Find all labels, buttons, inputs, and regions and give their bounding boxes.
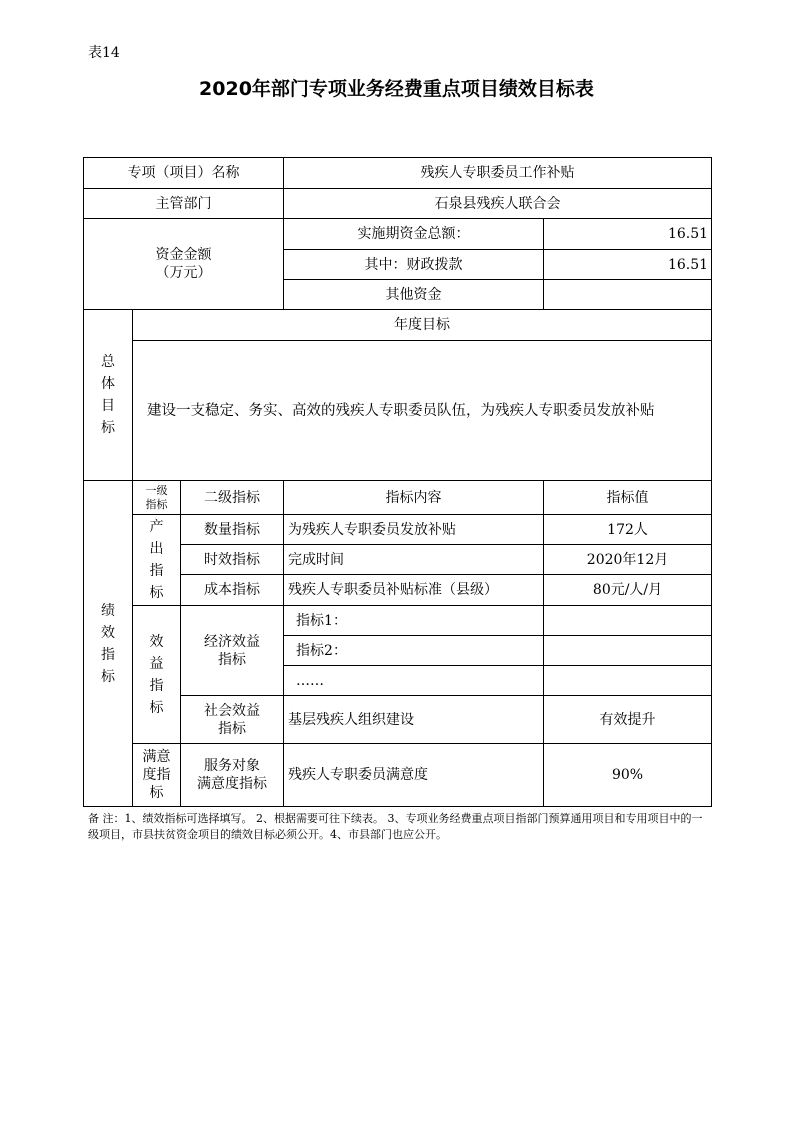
economic-indicator-2: 指标2：: [284, 636, 544, 666]
table-row: [84, 515, 712, 545]
social-indicator-content: 基层残疾人组织建设: [284, 696, 544, 744]
economic-indicator-more: ……: [284, 666, 544, 696]
funds-other-value: [544, 280, 712, 310]
perf-header-row: [84, 481, 712, 515]
dept-label: 主管部门: [84, 189, 284, 219]
dept-row: [84, 189, 712, 219]
level2-header: 二级指标: [181, 481, 284, 515]
funds-fiscal-value: 16.51: [544, 250, 712, 280]
social-indicator-name: 社会效益 指标: [181, 696, 284, 744]
funds-total-label: 实施期资金总额：: [284, 219, 544, 250]
timeliness-indicator-content: 完成时间: [284, 545, 544, 575]
cost-indicator-content: 残疾人专职委员补贴标准（县级）: [284, 575, 544, 606]
overall-content: 建设一支稳定、务实、高效的残疾人专职委员队伍，为残疾人专职委员发放补贴: [133, 341, 712, 481]
table-row: [84, 606, 712, 636]
economic-indicator-more-value: [544, 666, 712, 696]
satisfaction-indicator-name: 服务对象 满意度指标: [181, 744, 284, 807]
economic-indicator-1-value: [544, 606, 712, 636]
timeliness-indicator-name: 时效指标: [181, 545, 284, 575]
economic-indicator-name: 经济效益 指标: [181, 606, 284, 696]
overall-content-row: [84, 341, 712, 481]
timeliness-indicator-value: 2020年12月: [544, 545, 712, 575]
funds-total-value: 16.51: [544, 219, 712, 250]
output-label: 产 出 指 标: [133, 515, 181, 606]
satisfaction-indicator-value: 90%: [544, 744, 712, 807]
funds-label-line2: （万元）: [155, 265, 212, 281]
overall-header-row: [84, 310, 712, 341]
project-row: [84, 158, 712, 189]
funds-fiscal-label: 其中：财政拨款: [284, 250, 544, 280]
funds-row: [84, 219, 712, 250]
performance-table: [83, 157, 711, 809]
cost-indicator-name: 成本指标: [181, 575, 284, 606]
quantity-indicator-content: 为残疾人专职委员发放补贴: [284, 515, 544, 545]
quantity-indicator-value: 172人: [544, 515, 712, 545]
overall-header: 年度目标: [133, 310, 712, 341]
footnote: 备 注：1、绩效指标可选择填写。 2、根据需要可往下续表。 3、专项业务经费重点项目指部门预算通用项目和专用项目中的一级项目，市县扶贫资金项目的绩效目标必须公开。4、市县部门也应公开。: [88, 812, 703, 841]
cost-indicator-value: 80元/人/月: [544, 575, 712, 606]
overall-side-label: 总 体 目 标: [84, 310, 133, 481]
perf-side-label: 绩 效 指 标: [84, 481, 133, 807]
economic-indicator-2-value: [544, 636, 712, 666]
funds-label-line1: 资金金额: [155, 247, 212, 263]
project-value: 残疾人专职委员工作补贴: [284, 158, 712, 189]
social-indicator-value: 有效提升: [544, 696, 712, 744]
benefit-label: 效 益 指 标: [133, 606, 181, 744]
value-header: 指标值: [544, 481, 712, 515]
level1-header: 一级 指标: [133, 481, 181, 515]
project-label: 专项（项目）名称: [84, 158, 284, 189]
satisfaction-indicator-content: 残疾人专职委员满意度: [284, 744, 544, 807]
funds-other-label: 其他资金: [284, 280, 544, 310]
page-title: 2020年部门专项业务经费重点项目绩效目标表: [199, 78, 594, 100]
economic-indicator-1: 指标1：: [284, 606, 544, 636]
content-header: 指标内容: [284, 481, 544, 515]
funds-label: [84, 219, 284, 310]
table-row: [84, 744, 712, 807]
satisfaction-label: 满意 度指 标: [133, 744, 181, 807]
dept-value: 石泉县残疾人联合会: [284, 189, 712, 219]
table-number: 表14: [88, 45, 120, 61]
quantity-indicator-name: 数量指标: [181, 515, 284, 545]
